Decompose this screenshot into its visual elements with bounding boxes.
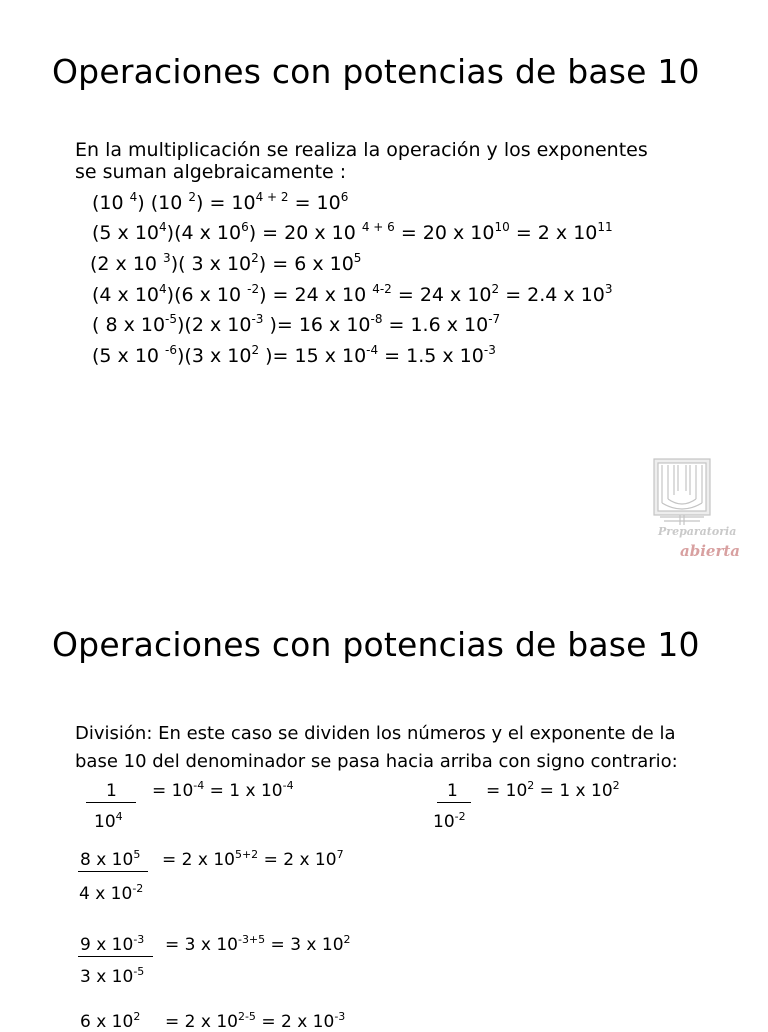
fraction-num-text: 1	[106, 781, 117, 801]
equation-exponent: 4	[129, 190, 138, 204]
slide1-equation-6	[92, 345, 496, 367]
slide2-intro	[75, 720, 735, 776]
slide1-title: Operaciones con potencias de base 10	[52, 52, 700, 91]
equation-exponent: -5	[165, 312, 178, 326]
fraction-num-text: 9 x 10	[80, 935, 134, 955]
equation-text: ) = 10	[196, 192, 256, 214]
fraction-den-exponent: -2	[132, 882, 144, 895]
equation-exponent: 3	[163, 251, 171, 265]
slide1-intro	[75, 139, 735, 183]
slide1-intro-line2: se suman algebraicamente :	[75, 161, 347, 183]
fraction-4-denominator	[80, 967, 144, 987]
fraction-den-exponent: -5	[133, 965, 145, 978]
fraction-2-result	[486, 781, 620, 801]
equation-exponent: -2	[247, 282, 260, 296]
fraction-rhs-text: = 2 x 10	[258, 850, 337, 870]
equation-exponent: 4 + 6	[361, 220, 395, 234]
fraction-4-bar	[78, 956, 153, 957]
slide1-equation-1	[92, 192, 348, 214]
fraction-rhs-text: = 1 x 10	[204, 781, 283, 801]
equation-exponent: -3	[251, 312, 264, 326]
slide1-equation-5	[92, 314, 500, 336]
fraction-rhs-exponent: -3	[334, 1010, 346, 1023]
slide1-intro-line1: En la multiplicación se realiza la operación y los exponentes	[75, 139, 648, 161]
fraction-rhs-exponent: 2	[527, 779, 535, 792]
fraction-rhs-exponent: 2	[612, 779, 620, 792]
equation-text: (5 x 10	[92, 222, 160, 244]
equation-exponent: 4	[159, 220, 167, 234]
fraction-4-result	[165, 935, 351, 955]
equation-exponent: 5	[353, 251, 362, 265]
equation-text: = 20 x 10	[394, 222, 495, 244]
equation-text: )( 3 x 10	[170, 253, 252, 275]
fraction-den-text: 10	[433, 812, 455, 832]
equation-text: (10	[92, 192, 130, 214]
fraction-1-bar	[86, 802, 136, 803]
fraction-4-numerator	[80, 935, 144, 955]
fraction-den-exponent: 4	[115, 810, 123, 823]
equation-exponent: 4	[159, 282, 167, 296]
equation-exponent: 4 + 2	[255, 190, 289, 204]
slide1-equation-2	[92, 222, 613, 244]
equation-text: = 2.4 x 10	[499, 284, 605, 306]
fraction-num-exponent: 2	[133, 1010, 141, 1023]
equation-text: = 1.6 x 10	[382, 314, 489, 336]
fraction-rhs-text: = 3 x 10	[165, 935, 238, 955]
equation-exponent: -7	[488, 312, 501, 326]
slide2-title: Operaciones con potencias de base 10	[52, 625, 700, 664]
fraction-rhs-exponent: 5+2	[234, 848, 259, 861]
equation-text: (5 x 10	[92, 345, 166, 367]
logo-emblem-icon	[650, 455, 755, 530]
equation-text: ) = 24 x 10	[259, 284, 373, 306]
fraction-den-exponent: -2	[454, 810, 466, 823]
fraction-rhs-exponent: 2-5	[237, 1010, 256, 1023]
fraction-3-numerator	[80, 850, 140, 870]
equation-exponent: 2	[188, 190, 197, 204]
fraction-rhs-exponent: -4	[193, 779, 205, 792]
fraction-3-denominator	[79, 884, 143, 904]
fraction-3-bar	[78, 871, 148, 872]
equation-text: ) = 20 x 10	[248, 222, 362, 244]
fraction-rhs-text: = 2 x 10	[255, 1012, 335, 1032]
equation-text: ( 8 x 10	[92, 314, 166, 336]
equation-text: = 2 x 10	[509, 222, 598, 244]
fraction-5-result	[165, 1012, 345, 1032]
fraction-num-exponent: -3	[133, 933, 145, 946]
fraction-rhs-exponent: 2	[343, 933, 351, 946]
equation-text: = 1.5 x 10	[378, 345, 484, 367]
fraction-1-result	[152, 781, 294, 801]
equation-text: (2 x 10	[90, 253, 164, 275]
equation-exponent: 6	[241, 220, 249, 234]
fraction-rhs-text: = 2 x 10	[162, 850, 235, 870]
slide1-equation-3	[90, 253, 361, 275]
fraction-1-numerator	[106, 781, 117, 801]
fraction-2-denominator	[433, 812, 466, 832]
logo-text-abierta: abierta	[680, 542, 740, 560]
equation-text: ) = 6 x 10	[258, 253, 354, 275]
fraction-1-denominator	[94, 812, 123, 832]
equation-text: )= 16 x 10	[263, 314, 371, 336]
preparatoria-abierta-logo	[650, 455, 755, 565]
fraction-rhs-text: = 10	[486, 781, 528, 801]
equation-exponent: 3	[604, 282, 613, 296]
equation-text: = 10	[288, 192, 341, 214]
fraction-rhs-text: = 3 x 10	[265, 935, 344, 955]
fraction-den-text: 4 x 10	[79, 884, 133, 904]
equation-exponent: -3	[483, 343, 496, 357]
equation-exponent: 2	[251, 251, 259, 265]
fraction-5-numerator	[80, 1012, 140, 1032]
slide2-intro-line1: División: En este caso se dividen los números y el exponente de la	[75, 723, 676, 744]
equation-exponent: 11	[597, 220, 613, 234]
fraction-den-text: 3 x 10	[80, 967, 134, 987]
equation-exponent: 2	[251, 343, 260, 357]
fraction-2-bar	[437, 802, 471, 803]
fraction-3-result	[162, 850, 344, 870]
fraction-rhs-exponent: -4	[282, 779, 294, 792]
fraction-den-text: 10	[94, 812, 116, 832]
equation-exponent: -8	[370, 312, 383, 326]
fraction-rhs-exponent: -3+5	[237, 933, 266, 946]
equation-exponent: -4	[366, 343, 379, 357]
fraction-2-numerator	[447, 781, 458, 801]
equation-text: = 24 x 10	[391, 284, 492, 306]
fraction-rhs-exponent: 7	[336, 848, 344, 861]
equation-text: (4 x 10	[92, 284, 160, 306]
fraction-rhs-text: = 10	[152, 781, 194, 801]
fraction-rhs-text: = 2 x 10	[165, 1012, 238, 1032]
equation-exponent: -6	[165, 343, 178, 357]
equation-text: ) (10	[137, 192, 189, 214]
slide1-equation-4	[92, 284, 613, 306]
equation-text: )(2 x 10	[177, 314, 252, 336]
fraction-num-text: 8 x 10	[80, 850, 134, 870]
fraction-num-text: 6 x 10	[80, 1012, 134, 1032]
equation-exponent: 4-2	[372, 282, 392, 296]
equation-text: )(6 x 10	[166, 284, 248, 306]
fraction-rhs-text: = 1 x 10	[534, 781, 613, 801]
equation-text: )= 15 x 10	[259, 345, 367, 367]
equation-exponent: 2	[491, 282, 500, 296]
fraction-num-exponent: 5	[133, 848, 141, 861]
equation-exponent: 10	[494, 220, 510, 234]
equation-text: )(3 x 10	[177, 345, 252, 367]
equation-text: )(4 x 10	[166, 222, 242, 244]
logo-text-preparatoria: Preparatoria	[658, 525, 737, 538]
fraction-num-text: 1	[447, 781, 458, 801]
equation-exponent: 6	[340, 190, 349, 204]
slide2-intro-line2: base 10 del denominador se pasa hacia arriba con signo contrario:	[75, 751, 678, 772]
